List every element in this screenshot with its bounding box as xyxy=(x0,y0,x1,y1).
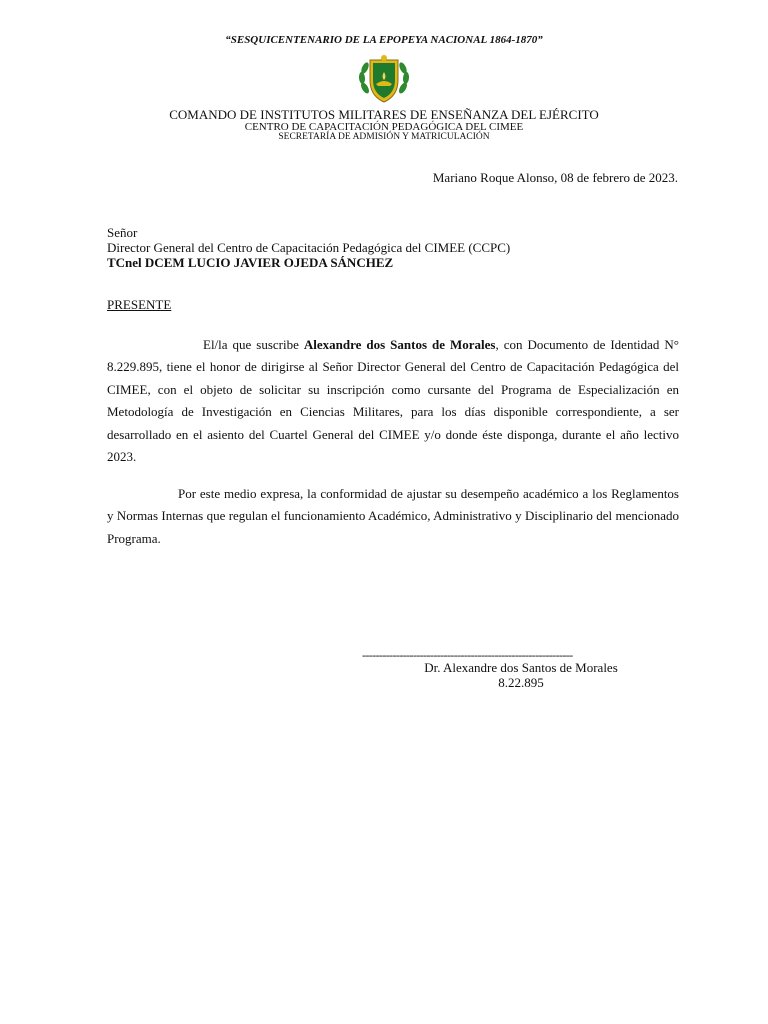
salutation: Señor xyxy=(107,225,138,240)
presente-label: PRESENTE xyxy=(107,297,172,312)
signature-name: Dr. Alexandre dos Santos de Morales xyxy=(424,660,618,675)
institution-name: COMANDO DE INSTITUTOS MILITARES DE ENSEÑANZA DEL EJÉRCITO xyxy=(169,107,599,122)
military-crest-icon xyxy=(356,50,412,106)
body-paragraph-2: Por este medio expresa, la conformidad de ajustar su desempeño académico a los Reglamentos y Normas Internas que regulan el funcionamiento Académico, Administrativo y Disciplinario del mencionado Programa. xyxy=(107,486,679,546)
date-line: Mariano Roque Alonso, 08 de febrero de 2023. xyxy=(432,170,678,185)
signature-id: 8.22.895 xyxy=(498,675,544,690)
applicant-name: Alexandre dos Santos de Morales xyxy=(303,337,496,352)
recipient-block xyxy=(107,225,510,270)
department-name: SECRETARÍA DE ADMISIÓN Y MATRICULACIÓN xyxy=(278,132,490,142)
paragraph-1-start: El/la que suscribe xyxy=(203,337,304,352)
body-paragraph-1 xyxy=(107,334,679,468)
paragraph-1-rest: , con Documento de Identidad N° 8.229.895, tiene el honor de dirigirse al Señor Director General del Centro de Capacitación Pedagógica del CIMEE, con el objeto de solicitar su inscripción como cursante del Programa de Especialización en Metodología de Investigación en Ciencias Militares, para los días disponible correspondiente, a ser desarrollado en el asiento del Cuartel General del CIMEE y/o donde éste disponga, durante el año lectivo 2023. xyxy=(107,337,680,465)
signature-line: -------------------------------------------------------------- xyxy=(362,648,573,662)
recipient-name: TCnel DCEM LUCIO JAVIER OJEDA SÁNCHEZ xyxy=(107,255,394,270)
center-name: CENTRO DE CAPACITACIÓN PEDAGÓGICA DEL CIMEE xyxy=(244,121,524,133)
motto-heading: “SESQUICENTENARIO DE LA EPOPEYA NACIONAL 1864-1870” xyxy=(225,34,543,46)
recipient-position: Director General del Centro de Capacitación Pedagógica del CIMEE (CCPC) xyxy=(107,240,511,255)
